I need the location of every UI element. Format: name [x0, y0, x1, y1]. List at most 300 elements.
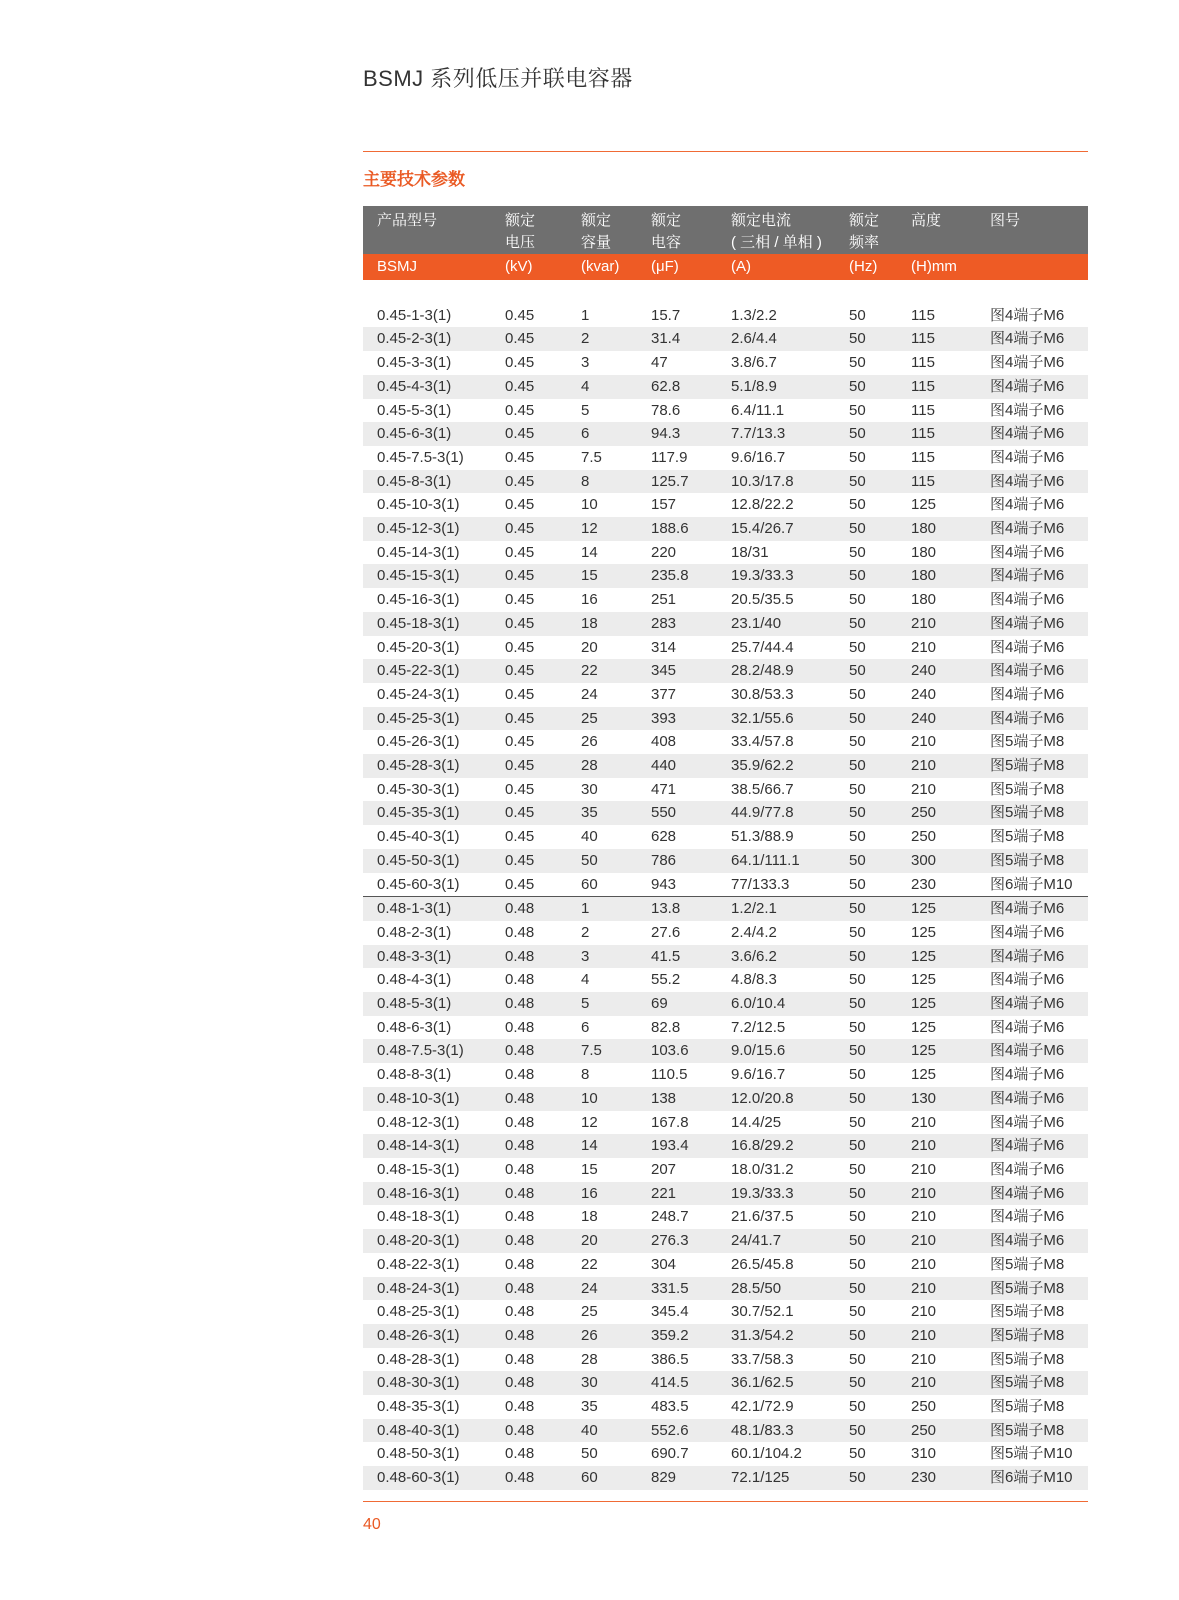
- table-row: [363, 1419, 1088, 1443]
- cell-current: 23.1/40: [717, 612, 835, 636]
- cell-figure: 图5端子M10: [990, 1445, 1073, 1463]
- cell-height: 180: [911, 591, 937, 609]
- cell-capacitance: 78.6: [651, 401, 681, 419]
- cell-frequency: 50: [835, 470, 897, 494]
- cell-capacity: 16: [581, 591, 598, 609]
- cell-frequency: 50: [835, 1229, 897, 1253]
- cell-figure: 图4端子M6: [990, 685, 1065, 703]
- cell-frequency: 50: [849, 401, 866, 419]
- table-row: [363, 304, 1088, 328]
- cell-capacity: 8: [567, 470, 637, 494]
- cell-figure: 图4端子M6: [976, 1087, 1088, 1111]
- cell-capacitance: 377: [651, 685, 677, 703]
- cell-capacity: 7.5: [581, 448, 602, 466]
- cell-height: 240: [897, 659, 976, 683]
- cell-frequency: 50: [849, 1350, 866, 1368]
- header-current: 额定电流 ( 三相 / 单相 ): [717, 206, 835, 254]
- cell-frequency: 50: [849, 1398, 866, 1416]
- unit-frequency: (Hz): [835, 254, 897, 280]
- cell-model: 0.48-60-3(1): [363, 1466, 491, 1490]
- cell-frequency: 50: [835, 612, 897, 636]
- cell-voltage: 0.48: [505, 1255, 535, 1273]
- cell-height: 210: [911, 733, 937, 751]
- cell-voltage: 0.45: [505, 828, 535, 846]
- cell-capacity: 3: [581, 354, 590, 372]
- cell-figure: 图4端子M6: [990, 923, 1065, 941]
- table-row: [363, 517, 1088, 541]
- cell-frequency: 50: [835, 945, 897, 969]
- cell-capacity: 15: [567, 564, 637, 588]
- cell-voltage: 0.45: [491, 470, 567, 494]
- cell-height: 125: [911, 1018, 937, 1036]
- cell-figure: 图4端子M6: [976, 707, 1088, 731]
- cell-capacity: 18: [581, 1208, 598, 1226]
- cell-capacity: 2: [581, 923, 590, 941]
- cell-voltage: 0.48: [505, 1445, 535, 1463]
- cell-figure: 图4端子M6: [976, 564, 1088, 588]
- cell-figure: 图4端子M6: [976, 1039, 1088, 1063]
- cell-model: 0.48-22-3(1): [377, 1255, 460, 1273]
- cell-model: 0.48-24-3(1): [363, 1277, 491, 1301]
- cell-model: 0.45-12-3(1): [363, 517, 491, 541]
- cell-frequency: 50: [835, 375, 897, 399]
- cell-model: 0.45-35-3(1): [363, 801, 491, 825]
- header-figure: 图号: [976, 206, 1088, 254]
- cell-height: 125: [897, 945, 976, 969]
- cell-capacitance: 117.9: [651, 448, 688, 466]
- cell-frequency: 50: [835, 1039, 897, 1063]
- cell-capacitance: 221: [637, 1182, 717, 1206]
- cell-height: 210: [911, 638, 937, 656]
- cell-capacity: 26: [581, 733, 598, 751]
- table-row: [363, 921, 1088, 945]
- cell-capacity: 25: [567, 707, 637, 731]
- cell-height: 210: [911, 1208, 937, 1226]
- header-frequency: 额定 频率: [835, 206, 897, 254]
- unit-capacity: (kvar): [567, 254, 637, 280]
- cell-figure: 图4端子M6: [990, 1161, 1065, 1178]
- cell-voltage: 0.45: [491, 327, 567, 351]
- cell-figure: 图5端子M8: [976, 1324, 1088, 1348]
- cell-current: 9.6/16.7: [731, 448, 786, 466]
- cell-current: 38.5/66.7: [731, 780, 794, 798]
- cell-frequency: 50: [849, 828, 866, 846]
- cell-current: 33.7/58.3: [731, 1350, 794, 1368]
- cell-frequency: 50: [849, 1018, 866, 1036]
- cell-capacity: 26: [567, 1324, 637, 1348]
- table-row: [363, 422, 1088, 446]
- table-header-labels: [363, 206, 1088, 254]
- cell-frequency: 50: [835, 754, 897, 778]
- cell-figure: 图4端子M6: [990, 1113, 1065, 1131]
- cell-model: 0.45-60-3(1): [363, 873, 491, 897]
- cell-height: 115: [911, 306, 935, 324]
- table-row: [363, 1063, 1088, 1087]
- cell-frequency: 50: [835, 707, 897, 731]
- table-header-units: [363, 254, 1088, 280]
- cell-figure: 图6端子M10: [976, 1466, 1088, 1490]
- cell-voltage: 0.45: [505, 496, 535, 514]
- cell-figure: 图4端子M6: [990, 306, 1065, 324]
- cell-capacitance: 69: [637, 992, 717, 1016]
- cell-height: 250: [911, 1398, 937, 1416]
- cell-figure: 图5端子M8: [990, 733, 1065, 751]
- cell-frequency: 50: [849, 448, 866, 466]
- cell-capacitance: 386.5: [651, 1350, 689, 1368]
- cell-height: 210: [897, 1371, 976, 1395]
- cell-current: 12.0/20.8: [717, 1087, 835, 1111]
- table-row: [363, 1111, 1088, 1135]
- unit-current: (A): [717, 254, 835, 280]
- cell-height: 115: [897, 470, 976, 494]
- cell-capacitance: 276.3: [637, 1229, 717, 1253]
- cell-frequency: 50: [849, 1255, 866, 1273]
- cell-frequency: 50: [849, 1445, 866, 1463]
- cell-capacity: 7.5: [567, 1039, 637, 1063]
- cell-capacitance: 408: [651, 733, 677, 751]
- cell-voltage: 0.48: [491, 1229, 567, 1253]
- cell-figure: 图4端子M6: [976, 375, 1088, 399]
- cell-current: 2.4/4.2: [731, 923, 777, 941]
- cell-model: 0.45-28-3(1): [363, 754, 491, 778]
- cell-height: 250: [897, 801, 976, 825]
- table-row: [363, 873, 1088, 897]
- cell-figure: 图5端子M8: [976, 1371, 1088, 1395]
- cell-voltage: 0.45: [505, 448, 535, 466]
- cell-current: 4.8/8.3: [731, 971, 777, 989]
- cell-height: 250: [897, 1419, 976, 1443]
- cell-current: 18.0/31.2: [731, 1161, 794, 1178]
- cell-figure: 图5端子M8: [990, 1350, 1065, 1368]
- cell-current: 20.5/35.5: [731, 591, 794, 609]
- cell-figure: 图5端子M8: [976, 754, 1088, 778]
- cell-capacity: 22: [581, 1255, 598, 1273]
- cell-voltage: 0.45: [491, 849, 567, 873]
- header-spacer: [363, 280, 1088, 304]
- cell-model: 0.48-8-3(1): [377, 1066, 452, 1084]
- cell-voltage: 0.48: [505, 1066, 535, 1084]
- table-row: [363, 1348, 1088, 1372]
- cell-height: 210: [897, 1277, 976, 1301]
- cell-capacity: 40: [581, 828, 598, 846]
- cell-model: 0.45-50-3(1): [363, 849, 491, 873]
- cell-frequency: 50: [835, 1419, 897, 1443]
- table-row: [363, 1229, 1088, 1253]
- cell-capacity: 35: [581, 1398, 598, 1416]
- table-row: [363, 1087, 1088, 1111]
- cell-frequency: 50: [835, 659, 897, 683]
- cell-frequency: 50: [835, 1277, 897, 1301]
- cell-height: 115: [911, 354, 935, 372]
- cell-height: 210: [897, 1182, 976, 1206]
- cell-capacitance: 31.4: [637, 327, 717, 351]
- table-row: [363, 636, 1088, 660]
- cell-capacitance: 55.2: [651, 971, 681, 989]
- cell-capacity: 6: [567, 422, 637, 446]
- cell-model: 0.45-25-3(1): [363, 707, 491, 731]
- cell-voltage: 0.48: [491, 1371, 567, 1395]
- cell-model: 0.45-1-3(1): [377, 306, 452, 324]
- cell-current: 25.7/44.4: [731, 638, 794, 656]
- cell-figure: 图5端子M8: [976, 1419, 1088, 1443]
- cell-voltage: 0.45: [505, 401, 535, 419]
- cell-model: 0.48-18-3(1): [377, 1208, 460, 1226]
- cell-capacitance: 552.6: [637, 1419, 717, 1443]
- cell-voltage: 0.48: [491, 1277, 567, 1301]
- cell-current: 35.9/62.2: [717, 754, 835, 778]
- cell-height: 210: [897, 612, 976, 636]
- cell-model: 0.48-12-3(1): [377, 1113, 460, 1131]
- cell-current: 48.1/83.3: [717, 1419, 835, 1443]
- cell-figure: 图4端子M6: [990, 496, 1065, 514]
- cell-capacity: 1: [581, 306, 590, 324]
- cell-figure: 图4端子M6: [990, 1208, 1065, 1226]
- cell-height: 210: [911, 1255, 937, 1273]
- cell-voltage: 0.45: [491, 564, 567, 588]
- table-row: [363, 1300, 1088, 1324]
- cell-voltage: 0.45: [505, 685, 535, 703]
- cell-height: 210: [911, 1350, 937, 1368]
- cell-figure: 图4端子M6: [990, 448, 1065, 466]
- cell-voltage: 0.48: [491, 1087, 567, 1111]
- cell-voltage: 0.48: [505, 1398, 535, 1416]
- cell-model: 0.45-20-3(1): [377, 638, 460, 656]
- cell-capacity: 28: [567, 754, 637, 778]
- table-row: [363, 1158, 1088, 1182]
- cell-frequency: 50: [835, 1134, 897, 1158]
- cell-voltage: 0.48: [491, 1039, 567, 1063]
- cell-model: 0.45-2-3(1): [363, 327, 491, 351]
- cell-capacitance: 110.5: [651, 1066, 688, 1084]
- cell-current: 60.1/104.2: [731, 1445, 802, 1463]
- cell-model: 0.48-7.5-3(1): [363, 1039, 491, 1063]
- cell-voltage: 0.45: [505, 780, 535, 798]
- cell-capacity: 10: [581, 496, 598, 514]
- cell-capacity: 4: [567, 375, 637, 399]
- cell-capacitance: 94.3: [637, 422, 717, 446]
- cell-model: 0.45-14-3(1): [377, 543, 460, 561]
- cell-capacitance: 414.5: [637, 1371, 717, 1395]
- cell-figure: 图5端子M8: [976, 801, 1088, 825]
- cell-height: 115: [911, 401, 935, 419]
- cell-height: 210: [911, 1303, 937, 1321]
- cell-capacity: 28: [581, 1350, 598, 1368]
- cell-capacity: 20: [567, 1229, 637, 1253]
- cell-current: 24/41.7: [717, 1229, 835, 1253]
- cell-voltage: 0.45: [491, 375, 567, 399]
- cell-capacity: 40: [567, 1419, 637, 1443]
- cell-model: 0.45-40-3(1): [377, 828, 460, 846]
- cell-figure: 图4端子M6: [990, 354, 1065, 372]
- table-row: [363, 754, 1088, 778]
- unit-voltage: (kV): [491, 254, 567, 280]
- cell-capacity: 1: [567, 897, 637, 921]
- cell-frequency: 50: [849, 306, 866, 324]
- cell-figure: 图4端子M6: [990, 401, 1065, 419]
- cell-voltage: 0.45: [491, 422, 567, 446]
- cell-capacity: 60: [567, 873, 637, 897]
- cell-current: 77/133.3: [717, 873, 835, 897]
- cell-height: 210: [897, 1324, 976, 1348]
- cell-current: 7.2/12.5: [731, 1018, 786, 1036]
- cell-frequency: 50: [849, 685, 866, 703]
- cell-capacitance: 41.5: [637, 945, 717, 969]
- header-capacity: 额定 容量: [567, 206, 637, 254]
- cell-current: 3.8/6.7: [731, 354, 777, 372]
- cell-capacitance: 62.8: [637, 375, 717, 399]
- cell-voltage: 0.45: [491, 873, 567, 897]
- cell-capacitance: 314: [651, 638, 677, 656]
- cell-current: 1.2/2.1: [717, 897, 835, 921]
- cell-voltage: 0.45: [491, 612, 567, 636]
- table-row: [363, 683, 1088, 707]
- cell-voltage: 0.45: [491, 517, 567, 541]
- table-row: [363, 1324, 1088, 1348]
- table-row: [363, 730, 1088, 754]
- cell-capacitance: 690.7: [651, 1445, 689, 1463]
- cell-frequency: 50: [849, 638, 866, 656]
- cell-model: 0.48-2-3(1): [377, 923, 452, 941]
- cell-height: 210: [911, 1161, 937, 1178]
- table-row: [363, 849, 1088, 873]
- cell-current: 30.8/53.3: [731, 685, 794, 703]
- cell-voltage: 0.48: [505, 923, 535, 941]
- cell-figure: 图4端子M6: [990, 543, 1065, 561]
- cell-capacity: 5: [567, 992, 637, 1016]
- table-body: [363, 280, 1088, 1490]
- cell-voltage: 0.48: [505, 1113, 535, 1131]
- cell-height: 210: [897, 1134, 976, 1158]
- table-row: [363, 659, 1088, 683]
- cell-frequency: 50: [835, 873, 897, 897]
- cell-current: 30.7/52.1: [731, 1303, 794, 1321]
- cell-capacity: 18: [567, 612, 637, 636]
- cell-height: 125: [911, 971, 937, 989]
- table-row: [363, 801, 1088, 825]
- cell-capacity: 12: [581, 1113, 598, 1131]
- cell-height: 310: [911, 1445, 937, 1463]
- cell-capacitance: 27.6: [651, 923, 681, 941]
- cell-figure: 图4端子M6: [976, 992, 1088, 1016]
- cell-frequency: 50: [849, 971, 866, 989]
- cell-current: 51.3/88.9: [731, 828, 794, 846]
- cell-frequency: 50: [835, 327, 897, 351]
- cell-capacitance: 193.4: [637, 1134, 717, 1158]
- table-row: [363, 351, 1088, 375]
- table-row: [363, 1277, 1088, 1301]
- cell-capacity: 50: [567, 849, 637, 873]
- cell-voltage: 0.45: [491, 659, 567, 683]
- cell-current: 21.6/37.5: [731, 1208, 794, 1226]
- cell-model: 0.48-50-3(1): [377, 1445, 460, 1463]
- section-title: 主要技术参数: [363, 170, 465, 189]
- cell-model: 0.45-18-3(1): [363, 612, 491, 636]
- cell-capacitance: 248.7: [651, 1208, 689, 1226]
- cell-capacitance: 359.2: [637, 1324, 717, 1348]
- cell-capacitance: 13.8: [637, 897, 717, 921]
- cell-model: 0.48-1-3(1): [363, 897, 491, 921]
- cell-capacity: 50: [581, 1445, 598, 1463]
- table-row: [363, 1134, 1088, 1158]
- cell-capacity: 6: [581, 1018, 590, 1036]
- table-row: [363, 399, 1088, 423]
- cell-figure: 图4端子M6: [990, 638, 1065, 656]
- table-row: [363, 612, 1088, 636]
- cell-figure: 图5端子M8: [976, 849, 1088, 873]
- header-voltage: 额定 电压: [491, 206, 567, 254]
- cell-capacitance: 345: [637, 659, 717, 683]
- cell-model: 0.45-6-3(1): [363, 422, 491, 446]
- cell-capacitance: 786: [637, 849, 717, 873]
- cell-capacity: 24: [581, 685, 598, 703]
- cell-figure: 图5端子M8: [990, 1303, 1065, 1321]
- cell-model: 0.48-15-3(1): [377, 1161, 460, 1178]
- cell-model: 0.48-3-3(1): [363, 945, 491, 969]
- cell-capacity: 22: [567, 659, 637, 683]
- cell-current: 10.3/17.8: [717, 470, 835, 494]
- cell-current: 9.0/15.6: [717, 1039, 835, 1063]
- cell-voltage: 0.48: [491, 1419, 567, 1443]
- cell-figure: 图4端子M6: [976, 470, 1088, 494]
- cell-capacity: 15: [581, 1161, 598, 1178]
- cell-model: 0.45-30-3(1): [377, 780, 460, 798]
- cell-current: 6.4/11.1: [731, 401, 785, 419]
- cell-capacity: 16: [567, 1182, 637, 1206]
- cell-capacitance: 15.7: [651, 306, 681, 324]
- cell-height: 125: [897, 992, 976, 1016]
- cell-frequency: 50: [835, 897, 897, 921]
- cell-capacity: 14: [567, 1134, 637, 1158]
- cell-height: 250: [911, 828, 937, 846]
- cell-capacitance: 157: [651, 496, 677, 514]
- table-row: [363, 1466, 1088, 1490]
- cell-height: 125: [911, 1066, 937, 1084]
- cell-capacity: 2: [567, 327, 637, 351]
- cell-current: 1.3/2.2: [731, 306, 777, 324]
- cell-figure: 图4端子M6: [976, 1229, 1088, 1253]
- table-row: [363, 707, 1088, 731]
- cell-frequency: 50: [849, 1161, 866, 1178]
- cell-height: 180: [897, 517, 976, 541]
- cell-voltage: 0.45: [505, 638, 535, 656]
- cell-current: 19.3/33.3: [717, 1182, 835, 1206]
- cell-capacitance: 345.4: [651, 1303, 689, 1321]
- cell-height: 180: [911, 543, 937, 561]
- cell-voltage: 0.45: [505, 354, 535, 372]
- cell-capacitance: 943: [637, 873, 717, 897]
- cell-capacitance: 82.8: [651, 1018, 681, 1036]
- cell-frequency: 50: [849, 496, 866, 514]
- cell-height: 125: [897, 1039, 976, 1063]
- cell-current: 12.8/22.2: [731, 496, 794, 514]
- cell-frequency: 50: [849, 923, 866, 941]
- cell-height: 240: [897, 707, 976, 731]
- cell-capacitance: 471: [651, 780, 677, 798]
- unit-capacitance: (μF): [637, 254, 717, 280]
- table-row: [363, 1253, 1088, 1277]
- table-row: [363, 968, 1088, 992]
- cell-voltage: 0.48: [491, 1466, 567, 1490]
- cell-model: 0.45-7.5-3(1): [377, 448, 464, 466]
- cell-voltage: 0.48: [505, 1350, 535, 1368]
- cell-height: 240: [911, 685, 937, 703]
- table-row: [363, 897, 1088, 921]
- cell-current: 28.5/50: [717, 1277, 835, 1301]
- cell-capacity: 30: [581, 780, 598, 798]
- table-row: [363, 1016, 1088, 1040]
- cell-current: 32.1/55.6: [717, 707, 835, 731]
- cell-model: 0.45-22-3(1): [363, 659, 491, 683]
